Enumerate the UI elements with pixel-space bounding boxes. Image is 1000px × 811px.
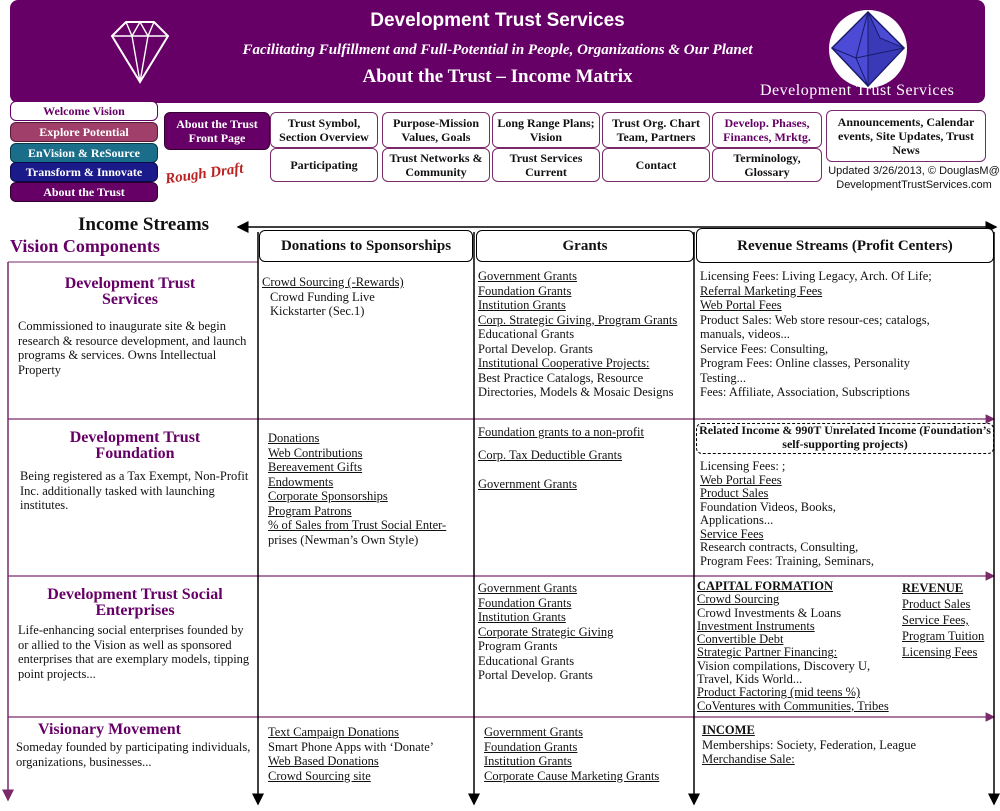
list-item[interactable]: Web Portal Fees [700, 298, 782, 312]
list-item[interactable]: Product Sales [902, 597, 971, 611]
column-revenue: Revenue Streams (Profit Centers) [696, 228, 994, 263]
list-item[interactable]: Institution Grants [478, 610, 566, 624]
list-item[interactable]: Corporate Cause Marketing Grants [484, 768, 660, 783]
updated-note: Updated 3/26/2013, © DouglasM@ DevelopmentTrustServices.com [828, 165, 1000, 191]
nav-purpose-mission[interactable]: Purpose-Mission Values, Goals [382, 112, 490, 148]
list-item[interactable]: Convertible Debt [697, 632, 784, 647]
list-item[interactable]: Crowd Sourcing site [268, 768, 371, 783]
nav-develop-phases[interactable]: Develop. Phases, Finances, Mrktg. [712, 112, 822, 148]
list-item: Research contracts, Consulting, [700, 540, 859, 554]
nav-front-page[interactable]: About the Trust Front Page [164, 112, 270, 150]
list-item[interactable]: Product Factoring (mid teens %) [697, 685, 861, 700]
list-item[interactable]: % of Sales from Trust Social Enter- [268, 518, 447, 532]
list-item: manuals, videos... [700, 327, 790, 341]
list-item[interactable]: Web Contributions [268, 445, 363, 460]
list-item[interactable]: Crowd Sourcing [697, 592, 780, 607]
list-item: Travel, Kids World... [697, 672, 803, 687]
list-item[interactable]: Foundation grants to a non-profit [478, 425, 644, 439]
site-tagline: Facilitating Fulfillment and Full-Potential in People, Organizations & Our Planet [242, 42, 753, 58]
list-item: Product Sales: Web store resour-ces; catalogs, [700, 312, 930, 327]
cell-revenue-services [700, 269, 932, 400]
list-item[interactable]: Foundation Grants [478, 283, 572, 298]
cell-grants-foundation [478, 425, 644, 492]
list-item[interactable]: Institution Grants [478, 298, 566, 312]
list-item[interactable]: Web Based Donations [268, 754, 379, 768]
revenue-heading: REVENUE [902, 581, 964, 595]
site-title: Development Trust Services [370, 10, 625, 31]
nav-participating[interactable]: Participating [270, 148, 378, 182]
nav-envision-resource[interactable]: EnVision & ReSource [10, 143, 158, 163]
list-item: Best Practice Catalogs, Resource [478, 370, 644, 385]
cell-grants-movement [484, 725, 659, 783]
list-item[interactable]: Text Campaign Donations [268, 725, 400, 739]
list-item[interactable]: Government Grants [478, 477, 577, 491]
income-streams-label: Income Streams [78, 214, 210, 235]
row-desc-social-enterprises: Life-enhancing social enterprises founded by or allied to the Vision as well as sponsored enterprises that are exemplary models, tipping point projects... [18, 623, 250, 681]
list-item[interactable]: Service Fees [700, 526, 764, 541]
list-item[interactable]: Strategic Partner Financing: [697, 645, 838, 660]
list-item: Smart Phone Apps with ‘Donate’ [268, 739, 434, 754]
nav-transform-innovate[interactable]: Transform & Innovate [10, 162, 158, 182]
nav-terminology[interactable]: Terminology, Glossary [712, 148, 822, 182]
row-head-social-enterprises: Development Trust Social Enterprises [47, 586, 223, 619]
list-item[interactable]: CoVentures with Communities, Tribes [697, 698, 889, 713]
row-desc-services: Commissioned to inaugurate site & begin research & resource development, and launch programs & services. Owns Intellectual Property [18, 319, 247, 377]
list-item[interactable]: Government Grants [478, 581, 577, 595]
list-item[interactable]: Corp. Strategic Giving, Program Grants [478, 312, 678, 327]
list-item: Licensing Fees: ; [700, 459, 786, 473]
page-title: About the Trust – Income Matrix [362, 66, 633, 87]
cell-revenue-foundation [700, 460, 874, 568]
list-item[interactable]: Program Tuition [902, 629, 985, 643]
list-item: Crowd Funding Live [270, 289, 375, 304]
list-item[interactable]: Program Patrons [268, 503, 352, 518]
list-item[interactable]: Institution Grants [484, 754, 572, 768]
list-item[interactable]: Referral Marketing Fees [700, 283, 823, 298]
row-head-foundation: Development Trust Foundation [69, 429, 201, 462]
list-item: Service Fees: Consulting, [700, 341, 829, 356]
list-item: Portal Develop. Grants [478, 668, 593, 682]
nav-long-range-plans[interactable]: Long Range Plans; Vision [492, 112, 600, 148]
nav-about-the-trust[interactable]: About the Trust [10, 182, 158, 202]
list-item: Educational Grants [478, 327, 575, 341]
list-item[interactable]: Foundation Grants [484, 739, 578, 754]
list-item: prises (Newman’s Own Style) [268, 532, 419, 547]
list-item[interactable]: Government Grants [478, 269, 577, 283]
list-item[interactable]: Product Sales [700, 486, 769, 500]
cell-donations-movement [268, 725, 434, 783]
list-item[interactable]: Endowments [268, 474, 334, 489]
cell-grants-services [478, 269, 677, 400]
list-item[interactable]: Corporate Strategic Giving [478, 624, 614, 639]
nav-welcome-vision[interactable]: Welcome Vision [10, 101, 158, 121]
list-item: Memberships: Society, Federation, League [702, 737, 917, 752]
nav-explore-potential[interactable]: Explore Potential [10, 122, 158, 142]
logo-caption: Development Trust Services [760, 82, 955, 99]
nav-org-chart[interactable]: Trust Org. Chart Team, Partners [602, 112, 710, 148]
cell-donations-foundation [268, 431, 446, 547]
nav-trust-symbol[interactable]: Trust Symbol, Section Overview [270, 112, 378, 148]
list-item: Program Fees: Training, Seminars, [700, 553, 874, 568]
column-donations: Donations to Sponsorships [259, 230, 473, 262]
list-item: Testing... [700, 370, 746, 385]
list-item[interactable]: Merchandise Sale: [702, 752, 795, 766]
column-grants: Grants [476, 230, 694, 262]
nav-announcements[interactable]: Announcements, Calendar events, Site Updates, Trust News [826, 110, 986, 162]
income-heading: INCOME [702, 723, 755, 737]
list-item[interactable]: Licensing Fees [902, 645, 978, 659]
row-head-services: Development Trust Services [64, 275, 196, 308]
nav-contact[interactable]: Contact [602, 148, 710, 182]
list-item: Program Grants [478, 639, 558, 653]
row-desc-visionary-movement: Someday founded by participating individuals, organizations, businesses... [16, 740, 251, 769]
nav-trust-networks[interactable]: Trust Networks & Community [382, 148, 490, 182]
cell-grants-social [478, 581, 613, 683]
rough-draft-label: Rough Draft [164, 160, 245, 188]
list-item: Foundation Videos, Books, [700, 499, 836, 514]
list-item: Directories, Models & Mosaic Designs [478, 385, 674, 399]
list-item: Portal Develop. Grants [478, 341, 593, 356]
related-income-box: Related Income & 990T Unrelated Income (Foundation’s self-supporting projects) [696, 423, 994, 454]
nav-trust-services[interactable]: Trust Services Current [492, 148, 600, 182]
list-item[interactable]: Corp. Tax Deductible Grants [478, 447, 623, 462]
list-item: Program Fees: Online classes, Personality [700, 356, 911, 370]
list-item: Vision compilations, Discovery U, [697, 658, 871, 673]
list-item[interactable]: Service Fees, [902, 613, 969, 627]
vision-components-label: Vision Components [10, 236, 160, 256]
list-item[interactable]: Government Grants [484, 725, 583, 739]
list-item[interactable]: Foundation Grants [478, 595, 572, 610]
capital-heading: CAPITAL FORMATION [697, 579, 833, 593]
list-item: Applications... [700, 513, 774, 527]
cell-income-movement [702, 723, 916, 767]
list-item[interactable]: Web Portal Fees [700, 472, 782, 487]
list-item: Kickstarter (Sec.1) [270, 304, 365, 318]
list-item: Licensing Fees: Living Legacy, Arch. Of Life; [700, 269, 932, 283]
list-item[interactable]: Donations [268, 431, 320, 445]
cell-revenue-social [902, 580, 984, 660]
list-item: Fees: Affiliate, Association, Subscriptions [700, 385, 910, 399]
list-item[interactable]: Bereavement Gifts [268, 460, 363, 474]
cell-donations-services [262, 275, 404, 319]
list-item: Crowd Investments & Loans [697, 605, 842, 620]
list-item[interactable]: Crowd Sourcing (-Rewards) [262, 275, 404, 289]
list-item[interactable]: Corporate Sponsorships [268, 489, 388, 503]
row-desc-foundation: Being registered as a Tax Exempt, Non-Profit Inc. additionally tasked with launching institutes. [20, 469, 249, 512]
list-item[interactable]: Investment Instruments [697, 618, 815, 633]
list-item[interactable]: Institutional Cooperative Projects: [478, 356, 650, 370]
cell-capital-formation [697, 580, 889, 713]
list-item: Educational Grants [478, 653, 575, 668]
row-head-visionary-movement: Visionary Movement [38, 721, 181, 738]
